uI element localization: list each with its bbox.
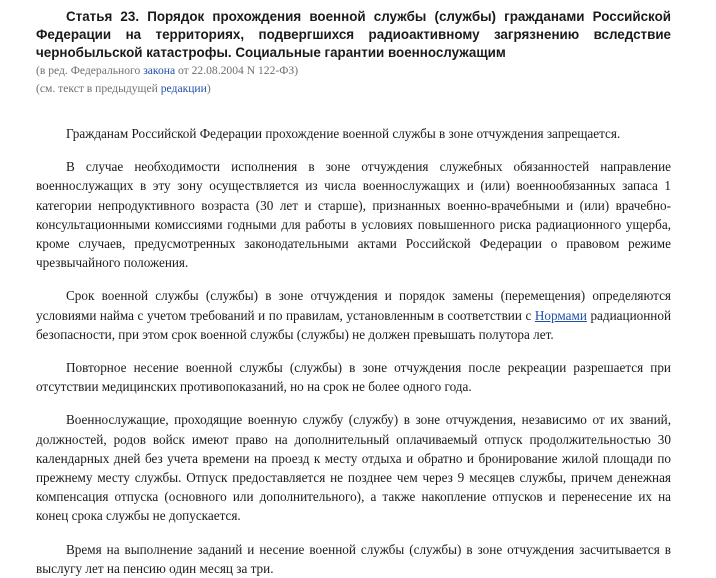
paragraph-4: Повторное несение военной службы (службы) в зоне отчуждения после рекреации разрешается при отсутствии медицинских противопоказаний, но на срок не более одного года. [36,360,671,395]
paragraph-3-after: радиационной безопасности, при этом срок военной службы (службы) не должен превышать полутора лет. [36,307,671,342]
amendment-note-suffix: от 22.08.2004 N 122-ФЗ) [175,64,299,77]
amendment-note [36,62,671,80]
norms-link[interactable]: Нормами [534,307,587,323]
article-title: Статья 23. Порядок прохождения военной службы (службы) гражданами Российской Федерации на территориях, подвергшихся радиоактивному загрязнению вследствие чернобыльской катастрофы. Социальные гарантии военнослужащим [36,9,671,60]
paragraph-1: Гражданам Российской Федерации прохождение военной службы в зоне отчуждения запрещается. [66,126,621,141]
previous-edition-link[interactable]: редакции [160,82,207,95]
paragraph-3 [36,286,671,344]
previous-text-note [36,80,671,98]
federal-law-link[interactable]: закона [143,64,176,77]
paragraph-3-before: Срок военной службы (службы) в зоне отчуждения и порядок замены (перемещения) определяются условиями найма с учетом требований и по правилам, установленным в соответствии с [36,288,671,323]
paragraph-2: В случае необходимости исполнения в зоне отчуждения служебных обязанностей направление военнослужащих в эту зону осуществляется из числа военнослужащих и (или) военнообязанных запаса 1 категории непродуктивного возраста (30 лет и старше), признанных военно-врачебными и (или) врачебно-консультационными комиссиями годными для работы в условиях повышенного риска радиационного ущерба, кроме случаев, предусмотренных законодательными актами Российской Федерации о правовом режиме чрезвычайного положения. [36,159,671,271]
article-body [36,124,671,578]
amendment-note-prefix: (в ред. Федерального [36,64,144,77]
previous-text-note-prefix: (см. текст в предыдущей [36,82,161,95]
paragraph-5: Военнослужащие, проходящие военную службу (службу) в зоне отчуждения, независимо от их званий, должностей, родов войск имеют право на дополнительный оплачиваемый отпуск продолжительностью 30 календарных дней без учета времени на проезд к месту отдыха и обратно и бронирование жилой площади по прежнему месту службы. Отпуск предоставляется не позднее чем через 9 месяцев службы, причем денежная компенсация отпуска (основного или дополнительного), а также накопление отпусков и перенесение их на конец срока службы не допускается. [36,412,671,524]
previous-text-note-suffix: ) [206,82,211,95]
paragraph-6: Время на выполнение заданий и несение военной службы (службы) в зоне отчуждения засчитывается в выслугу лет на пенсию один месяц за три. [36,541,671,576]
